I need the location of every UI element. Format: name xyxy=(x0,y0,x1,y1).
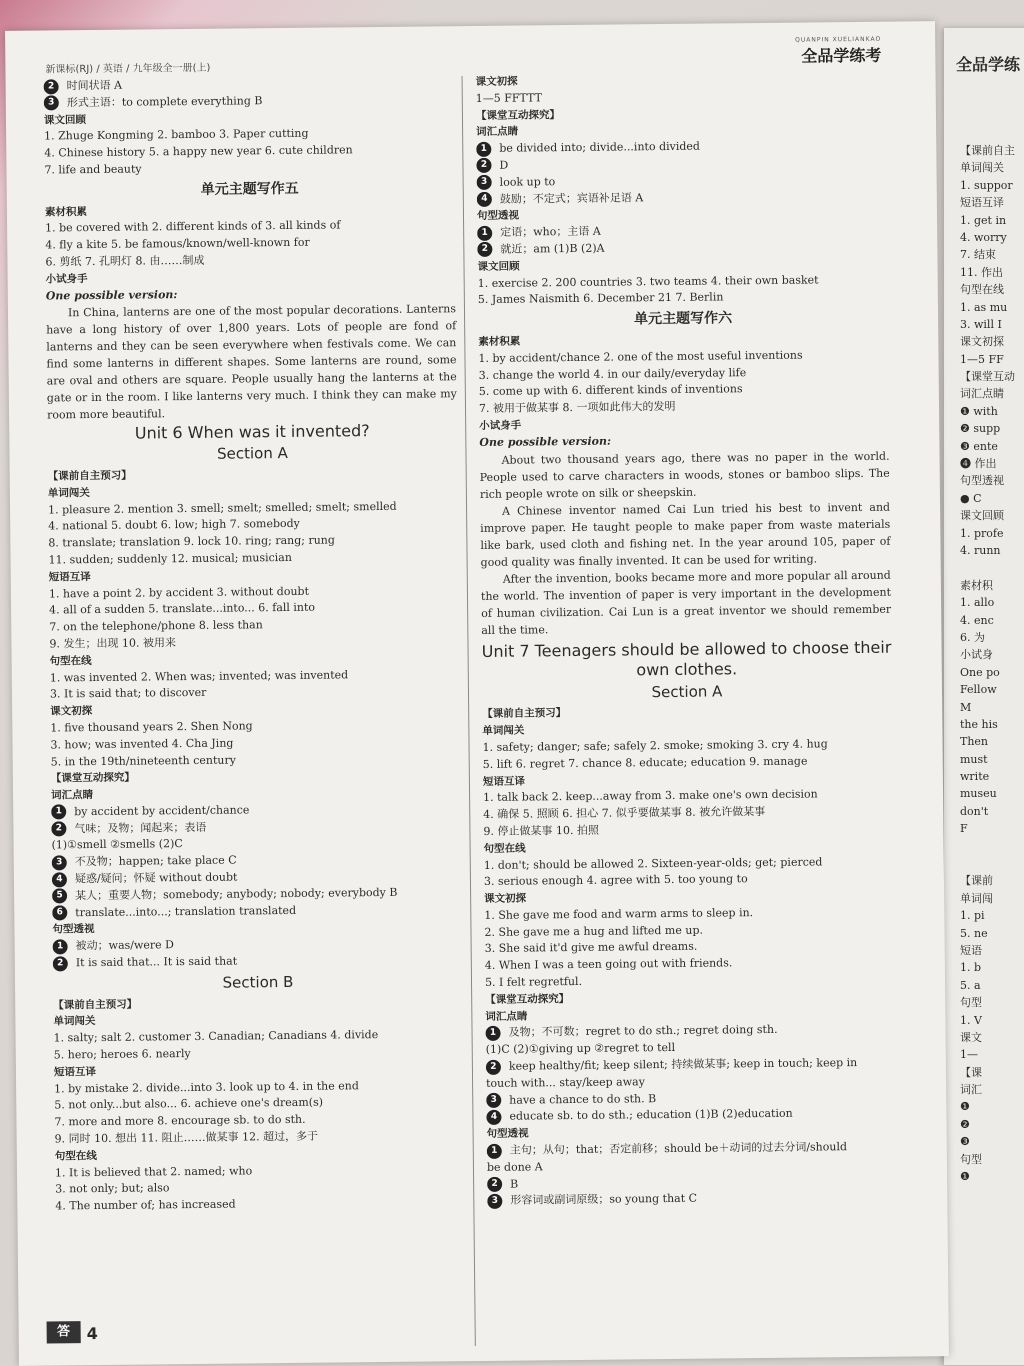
section-bracket-heading: 【课前自主预习】 xyxy=(482,707,567,721)
numbered-answer xyxy=(487,1189,897,1210)
version-label: One possible version: xyxy=(45,287,178,303)
category-label: 句型在线 xyxy=(483,842,526,855)
answer-text: educate sb. to do sth.; education (1)B (2)education xyxy=(509,1107,793,1124)
answer-line: 1. It is believed that 2. named; who xyxy=(54,1164,253,1180)
answer-line: 1. be covered with 2. different kinds of 3. all kinds of xyxy=(45,218,341,235)
number-badge: 2 xyxy=(486,1059,501,1074)
next-page-line: 3. will I xyxy=(960,317,1002,331)
category-label: 素材积累 xyxy=(478,335,521,348)
next-page-brand: 全品学练 xyxy=(956,55,1021,74)
category-label: 句型透视 xyxy=(52,923,95,936)
answer-line: 3. not only; but; also xyxy=(55,1181,170,1196)
next-page-line: 句型 xyxy=(960,1152,982,1166)
answer-line: 4. Chinese history 5. a happy new year 6. cute children xyxy=(44,143,353,160)
answer-text: translate...into...; translation translated xyxy=(75,903,297,919)
number-badge: 2 xyxy=(477,242,492,257)
page-number: 4 xyxy=(86,1324,98,1344)
answer-line: 5. in the 19th/nineteenth century xyxy=(50,753,237,768)
number-badge: 3 xyxy=(486,1093,501,1108)
next-page-line: don't xyxy=(960,804,989,818)
next-page-line: ❸ xyxy=(960,1135,970,1149)
number-badge: 2 xyxy=(44,79,59,94)
next-page-line: 短语互译 xyxy=(960,196,1004,210)
category-label: 课文回顾 xyxy=(43,113,87,127)
section-bracket-heading: 【课前自主预习】 xyxy=(53,998,138,1012)
answer-line: 7. on the telephone/phone 8. less than xyxy=(49,618,263,634)
answer-text: 就近；am (1)B (2)A xyxy=(500,241,605,256)
number-badge: 2 xyxy=(53,956,68,971)
next-page-line: 1— xyxy=(960,1048,978,1062)
next-page-line: ❷ xyxy=(960,1117,970,1131)
section-bracket-heading: 【课堂互动探究】 xyxy=(485,992,570,1006)
next-page-line: 短语 xyxy=(960,943,982,957)
next-page-line: 单词闯 xyxy=(960,891,993,905)
next-page-line: 1. V xyxy=(960,1013,982,1027)
number-badge: 3 xyxy=(487,1194,502,1209)
answer-line: 1. by accident/chance 2. one of the most useful inventions xyxy=(478,348,803,365)
next-page-line: 1. profe xyxy=(960,526,1004,540)
next-page-line: 1. pi xyxy=(960,909,985,923)
answer-line: 4. 确保 5. 照顾 6. 担心 7. 似乎要做某事 8. 被允许做某事 xyxy=(483,805,766,822)
next-page-line: 1—5 FF xyxy=(960,352,1004,366)
answer-line: 1. Zhuge Kongming 2. bamboo 3. Paper cutting xyxy=(44,127,309,143)
number-badge: 2 xyxy=(51,821,66,836)
answer-text: 被动；was/were D xyxy=(75,938,175,953)
essay-paragraph: About two thousand years ago, there was no paper in the world. People used to carve characters in woods, stones or bamboo slips. The rich people wrote on silk or sheepskin. xyxy=(479,449,890,501)
answer-line: 3. She said it'd give me awful dreams. xyxy=(484,940,698,956)
category-label: 单词闯关 xyxy=(482,724,525,738)
writing-title: 单元主题写作五 xyxy=(200,180,299,198)
answer-line: 1. exercise 2. 200 countries 3. two teams 4. their own basket xyxy=(477,272,819,290)
answer-line: 9. 同时 10. 想出 11. 阻止……做某事 12. 超过，多于 xyxy=(54,1129,319,1146)
answer-line: 3. serious enough 4. agree with 5. too young to xyxy=(483,872,748,889)
answer-line: 5. I felt regretful. xyxy=(484,974,583,990)
section-title: Section B xyxy=(222,972,294,992)
next-page-line: 【课 xyxy=(960,1065,982,1079)
next-page-line: 4. runn xyxy=(960,543,1001,557)
answer-text: have a chance to do sth. B xyxy=(509,1091,657,1107)
answer-line: 7. life and beauty xyxy=(44,162,142,177)
category-label: 句型透视 xyxy=(486,1127,529,1141)
section-bracket-heading: 【课堂互动探究】 xyxy=(475,108,561,122)
next-page-line: 1. allo xyxy=(960,596,995,610)
page-header-right xyxy=(795,36,881,67)
answer-text: 形容词或副词原级；so young that C xyxy=(510,1192,698,1208)
brand-pinyin: QUANPIN XUELIANKAO xyxy=(795,35,882,44)
answer-text: 及物；不可数；regret to do sth.; regret doing sth. xyxy=(508,1023,778,1040)
answer-line: 5. not only...but also... 6. achieve one's dream(s) xyxy=(54,1096,324,1112)
number-badge: 1 xyxy=(487,1143,502,1158)
answer-line: 4. fly a kite 5. be famous/known/well-known for xyxy=(45,235,310,252)
answer-text: 不及物；happen; take place C xyxy=(74,853,237,869)
answer-line: 3. It is said that; to discover xyxy=(49,686,207,701)
next-page-edge xyxy=(944,28,1024,1365)
answer-text: 气味；及物；闻起来；表语 xyxy=(74,820,207,835)
answer-line: 3. change the world 4. in our daily/everyday life xyxy=(478,365,747,382)
answer-mark-badge: 答 xyxy=(47,1321,81,1343)
answer-line: 1. safety; danger; safe; safely 2. smoke; smoking 3. cry 4. hug xyxy=(482,737,828,754)
next-page-line: 课文回顾 xyxy=(960,509,1004,523)
answer-text: 形式主语：to complete everything B xyxy=(66,94,263,110)
next-page-line: the his xyxy=(960,717,998,731)
next-page-line: ● C xyxy=(960,491,982,505)
answer-text: 疑惑/疑问；怀疑 without doubt xyxy=(74,870,238,886)
answer-page xyxy=(5,21,949,1366)
answer-text: by accident by accident/chance xyxy=(74,803,250,819)
next-page-line: 单词闯关 xyxy=(960,161,1004,175)
category-label: 单词闯关 xyxy=(53,1015,96,1028)
next-page-line: 素材积 xyxy=(960,578,993,592)
answer-line: 5. come up with 6. different kinds of inventions xyxy=(478,382,743,399)
number-badge: 1 xyxy=(485,1026,500,1041)
section-bracket-heading: 【课堂互动探究】 xyxy=(50,771,135,785)
category-label: 素材积累 xyxy=(44,205,87,219)
next-page-line xyxy=(960,559,1024,576)
next-page-line: ❹ 作出 xyxy=(960,457,997,471)
answer-text: D xyxy=(499,158,509,172)
answer-line: 7. 被用于做某事 8. 一项如此伟大的发明 xyxy=(478,400,676,416)
category-label: 句型在线 xyxy=(49,654,92,668)
number-badge: 2 xyxy=(476,158,491,173)
category-label: 句型透视 xyxy=(476,209,520,223)
category-label: 课文回顾 xyxy=(477,260,520,273)
next-page-line: 1. as mu xyxy=(960,300,1008,314)
number-badge: 1 xyxy=(51,805,66,820)
category-label: 句型在线 xyxy=(54,1149,97,1163)
answer-line: 1. She gave me food and warm arms to sleep in. xyxy=(484,906,754,922)
next-page-line: write xyxy=(960,770,990,784)
answer-line: 2. She gave me a hug and lifted me up. xyxy=(484,923,704,939)
number-badge: 6 xyxy=(52,905,67,920)
next-page-line: 1. suppor xyxy=(960,178,1013,192)
answer-line: 4. national 5. doubt 6. low; high 7. somebody xyxy=(48,517,300,533)
section-title: Section A xyxy=(216,444,288,463)
answer-text: 主句；从句；that；否定前移；should be＋动词的过去分词/should xyxy=(509,1140,848,1157)
answer-text: 时间状语 A xyxy=(66,78,123,93)
next-page-line: 5. a xyxy=(960,978,981,992)
unit-title: Unit 6 When was it invented? xyxy=(134,421,370,443)
answer-line: 1. pleasure 2. mention 3. smell; smelt; smelled; smelt; smelled xyxy=(47,499,397,517)
next-page-line: ❸ ente xyxy=(960,439,998,453)
next-page-line: M xyxy=(960,700,972,714)
page-header-left: 新课标(RJ) / 英语 / 九年级全一册(上) xyxy=(45,62,211,76)
next-page-line: 句型透视 xyxy=(960,474,1004,488)
next-page-line xyxy=(960,855,1024,872)
next-page-line: 句型在线 xyxy=(960,283,1004,297)
answer-line: 4. When I was a teen going out with friends. xyxy=(484,956,733,973)
category-label: 小试身手 xyxy=(479,419,522,432)
numbered-answer xyxy=(53,951,463,972)
answer-line: 1—5 FFTTT xyxy=(475,91,543,105)
next-page-line: 句型 xyxy=(960,996,982,1010)
answer-text: 鼓励；不定式；宾语补足语 A xyxy=(499,190,644,206)
next-page-line: 词汇 xyxy=(960,1083,982,1097)
answer-line: 3. how; was invented 4. Cha Jing xyxy=(50,736,234,752)
category-label: 课文初探 xyxy=(484,892,527,906)
number-badge: 2 xyxy=(487,1177,502,1192)
number-badge: 4 xyxy=(477,192,492,207)
answer-line: 5. lift 6. regret 7. chance 8. educate; education 9. manage xyxy=(482,754,808,771)
answer-text: It is said that... It is said that xyxy=(75,954,238,970)
answer-text: keep healthy/fit; keep silent; 持续做某事; keep in touch; keep in xyxy=(508,1056,858,1073)
answer-line: be done A xyxy=(486,1160,543,1174)
section-title: Section A xyxy=(651,681,723,701)
category-label: 短语互译 xyxy=(482,775,525,788)
next-page-line: 词汇点睛 xyxy=(960,387,1004,401)
next-page-line: 11. 作出 xyxy=(960,265,1003,279)
category-label: 词汇点睛 xyxy=(50,789,94,802)
next-page-line: 课文初探 xyxy=(960,335,1004,349)
answer-line: 9. 停止做某事 10. 拍照 xyxy=(483,823,599,838)
version-label: One possible version: xyxy=(479,434,612,449)
next-page-line xyxy=(960,838,1024,855)
right-column xyxy=(476,70,898,1210)
next-page-line: ❷ supp xyxy=(960,422,1001,436)
answer-line: 8. translate; translation 9. lock 10. ring; rang; rung xyxy=(48,533,335,550)
number-badge: 4 xyxy=(52,872,67,887)
next-page-line: 6. 为 xyxy=(960,630,985,644)
next-page-line: museu xyxy=(960,787,997,801)
number-badge: 3 xyxy=(44,96,59,111)
category-label: 单词闯关 xyxy=(47,486,90,500)
next-page-line: 【课前 xyxy=(960,874,993,888)
unit-title: Unit 7 Teenagers should be allowed to choose their own clothes. xyxy=(481,637,892,679)
essay-paragraph: In China, lanterns are one of the most popular decorations. Lanterns have a long history of over 1,800 years. Lots of people are fond of lanterns and they can be seen everywhere when festivals come. We can find some lanterns in different shapes. Some lanterns are round, some are oval and others are square. People usually hang the lanterns at the gate or in the room. I like lanterns very much. I think they can make my room more beautiful. xyxy=(46,302,457,422)
next-page-line: ❶ with xyxy=(960,404,998,418)
next-page-column xyxy=(960,142,1024,1185)
next-page-line: 5. ne xyxy=(960,926,988,940)
next-page-line: Then xyxy=(960,735,989,749)
next-page-line: must xyxy=(960,752,988,766)
answer-line: 7. more and more 8. encourage sb. to do sth. xyxy=(54,1113,306,1129)
next-page-line: 4. worry xyxy=(960,230,1007,244)
next-page-line: 课文 xyxy=(960,1030,982,1044)
answer-line: 4. all of a sudden 5. translate...into... 6. fall into xyxy=(49,601,316,617)
next-page-line: ❶ xyxy=(960,1100,970,1114)
next-page-line: F xyxy=(960,822,968,836)
number-badge: 3 xyxy=(477,175,492,190)
next-page-line: 【课前自主 xyxy=(960,144,1015,157)
answer-text: 定语；who；主语 A xyxy=(500,224,601,239)
answer-line: touch with... stay/keep away xyxy=(486,1075,645,1090)
essay-paragraph: A Chinese inventor named Cai Lun tried his best to invent and improve paper. He taught people to make paper from waste materials like bark, used cloth and fishing net. In the year around 105, paper of good quality was finally invented. It can be used for writing. xyxy=(480,500,891,569)
section-bracket-heading: 【课前自主预习】 xyxy=(47,469,132,483)
number-badge: 3 xyxy=(52,855,67,870)
answer-line: 5. hero; heroes 6. nearly xyxy=(53,1047,191,1062)
answer-line: 9. 发生；出现 10. 被用来 xyxy=(49,636,177,651)
number-badge: 1 xyxy=(476,142,491,157)
answer-line: 1. don't; should be allowed 2. Sixteen-year-olds; get; pierced xyxy=(483,854,823,872)
next-page-line: ❶ xyxy=(960,1170,970,1184)
answer-line: 1. have a point 2. by accident 3. without doubt xyxy=(48,584,310,601)
answer-text: B xyxy=(510,1177,519,1191)
number-badge: 4 xyxy=(486,1110,501,1125)
next-page-line: 1. get in xyxy=(960,213,1007,227)
category-label: 词汇点睛 xyxy=(485,1010,528,1023)
next-page-line: 7. 结束 xyxy=(960,248,996,262)
next-page-line: One po xyxy=(960,665,1000,679)
brand-title: 全品学练考 xyxy=(801,45,882,66)
answer-line: 5. James Naismith 6. December 21 7. Berlin xyxy=(477,290,724,307)
answer-line: 6. 剪纸 7. 孔明灯 8. 由……制成 xyxy=(45,253,205,269)
category-label: 短语互译 xyxy=(48,570,91,584)
answer-line: 11. sudden; suddenly 12. musical; musician xyxy=(48,550,292,567)
next-page-line: 4. enc xyxy=(960,613,994,627)
answer-line: 1. was invented 2. When was; invented; was invented xyxy=(49,667,349,684)
next-page-line: Fellow xyxy=(960,683,997,697)
answer-text: 某人；重要人物；somebody; anybody; nobody; everybody B xyxy=(75,885,398,903)
essay-paragraph: After the invention, books became more and more popular all around the world. The invention of paper is very important in the development of human civilization. Cai Lun is a great inventor we should remember all the time. xyxy=(480,568,892,637)
next-page-line: 【课堂互动 xyxy=(960,370,1015,384)
answer-line: 1. by mistake 2. divide...into 3. look up to 4. in the end xyxy=(54,1078,359,1096)
answer-text: be divided into; divide...into divided xyxy=(499,139,700,155)
left-column xyxy=(44,74,466,1215)
category-label: 课文初探 xyxy=(50,705,93,718)
answer-line: (1)C (2)①giving up ②regret to tell xyxy=(485,1041,676,1057)
number-badge: 1 xyxy=(477,225,492,240)
next-page-line: 1. b xyxy=(960,961,982,975)
category-label: 小试身手 xyxy=(45,272,88,286)
answer-line: 4. The number of; has increased xyxy=(55,1197,236,1213)
writing-title: 单元主题写作六 xyxy=(634,310,733,328)
answer-line: 1. talk back 2. keep...away from 3. make one's own decision xyxy=(483,787,818,805)
category-label: 短语互译 xyxy=(53,1065,97,1079)
category-label: 课文初探 xyxy=(475,75,518,88)
number-badge: 1 xyxy=(53,939,68,954)
answer-text: look up to xyxy=(499,174,556,189)
answer-line: (1)①smell ②smells (2)C xyxy=(51,837,183,852)
number-badge: 5 xyxy=(52,889,67,904)
answer-line: 1. five thousand years 2. Shen Nong xyxy=(50,719,253,735)
category-label: 词汇点睛 xyxy=(476,125,519,139)
next-page-line: 小试身 xyxy=(960,648,993,662)
answer-line: 1. salty; salt 2. customer 3. Canadian; Canadians 4. divide xyxy=(53,1028,379,1045)
